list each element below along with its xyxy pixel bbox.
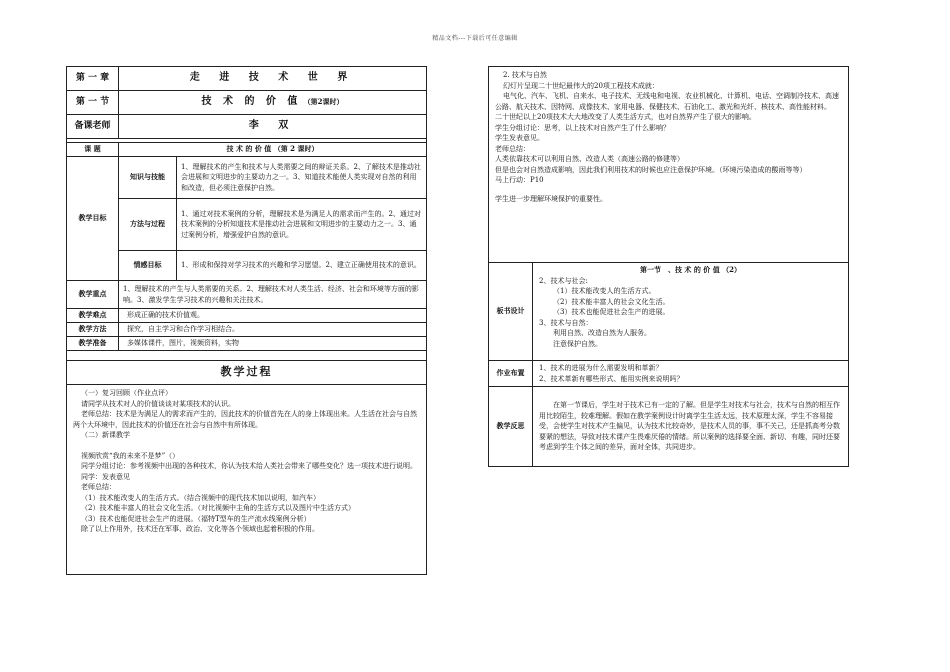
nature-line: 二十世纪以上20项技术大大地改变了人类生活方式，也对自然界产生了很大的影响。 xyxy=(495,113,756,121)
homework-line: 1、技术的进展为什么需要发明和革新？ xyxy=(539,364,663,372)
homework-content xyxy=(533,361,849,387)
teacher-name: 李 双 xyxy=(119,115,427,139)
process-line: （一）复习回顾（作业点评） xyxy=(81,389,172,397)
process-line: （3）技术也能促进社会生产的进展。（福特T型车的生产流水线案例分析） xyxy=(81,514,311,523)
board-line: （3）技术也能促进社会生产的进展。 xyxy=(553,308,670,316)
board-line: 利用自然、改造自然为人服务。 xyxy=(553,329,651,337)
board-content xyxy=(533,263,849,361)
method-label: 教学方法 xyxy=(67,323,119,337)
chapter-label: 第 一 章 xyxy=(67,67,119,91)
difficulty-label: 教学难点 xyxy=(67,309,119,323)
goal-text-method: 1、通过对技术案例的分析，理解技术是为满足人的需求而产生的。2、通过对技术案例的分析知道技术是推动社会进展和文明进步的主要动力之一。3、通过案例分析，增强爱护自然的意识。 xyxy=(177,199,427,251)
goal-label-method: 方法与过程 xyxy=(119,199,177,251)
nature-line: 但是也会对自然造成影响，因此我们利用技术的时候也应注意保护环境。（环境污染造成的酸雨等等） xyxy=(495,165,807,174)
process-line: （1）技术能改变人的生活方式。（结合视频中的现代技术加以说明，如汽车） xyxy=(81,493,320,502)
nature-line: 马上行动：P10 xyxy=(495,176,544,184)
board-line: 3、技术与自然： xyxy=(539,318,593,327)
process-line: （2）技术能丰富人的社会文化生活。（对比视频中主角的生活方式以及图片中生活方式） xyxy=(81,504,355,512)
goal-text-emotion: 1、形成和保持对学习技术的兴趣和学习愿望。2、建立正确使用技术的意识。 xyxy=(177,251,427,281)
nature-line: 幻灯片呈现二十世纪最伟大的20项工程技术成就： xyxy=(503,81,659,90)
reflection-text: 在第一节课后，学生对于技术已有一定的了解。但是学生对技术与社会，技术与自然的相互作用比较陌生，较难理解。假如在教学案例设计时离学生生活太远，技术原理太深，学生不容易接受，会使学生对技术产生偏见，认为技术比较奇妙，是技术人员的事，事不关己，还是抓高考分数要紧的想法，导致对技术课产生畏难厌倦的情绪。所以案例的选择要全面、新切、有趣，同时还要考虑到学生个体之间的差异，面对全体，共同进步。 xyxy=(533,387,849,467)
goals-label: 教学目标 xyxy=(67,157,119,281)
process-body xyxy=(67,385,427,575)
goal-label-knowledge: 知识与技能 xyxy=(119,157,177,199)
topic-value: 技 术 的 价 值 （第 2 课时） xyxy=(119,143,427,157)
process-title: 教学过程 xyxy=(67,361,427,385)
section-title: 技 术 的 价 值 xyxy=(201,96,302,108)
nature-line: 2. 技术与自然 xyxy=(503,71,547,79)
prep-label: 教学准备 xyxy=(67,337,119,351)
board-line: 注意保护自然。 xyxy=(553,339,602,348)
board-line: （2）技术能丰富人的社会文化生活。 xyxy=(553,297,670,306)
homework-line: 2、技术革新有哪些形式、能用实例来说明吗？ xyxy=(539,374,684,383)
key-text: 1、理解技术的产生与人类需要的关系。2、理解技术对人类生活、经济、社会和环境等方面的影响。3、激发学生学习技术的兴趣和关注技术。 xyxy=(119,281,427,309)
board-line: （1）技术能改变人的生活方式。 xyxy=(553,287,656,295)
process-line xyxy=(73,441,420,451)
method-text: 探究，自主学习和合作学习相结合。 xyxy=(119,323,427,337)
header-note: 精品文档---下载后可任意编辑 xyxy=(432,35,518,42)
nature-section xyxy=(489,67,849,263)
section-title-cell xyxy=(119,91,427,115)
nature-line: 电气化、汽车、飞机、自来水、电子技术、无线电和电视、农业机械化、计算机、电话、空调制冷技术、高速公路、航天技术、因特网、成像技术、家用电器、保健技术、石油化工、激光和光纤、核技术、高性能材料。 xyxy=(495,92,839,111)
chapter-title: 走 进 技 术 世 界 xyxy=(119,67,427,91)
topic-label: 课 题 xyxy=(67,143,119,157)
process-line: 老师总结： xyxy=(81,483,116,491)
process-line: 同学分组讨论：参考视频中出现的各种技术，你认为技术给人类社会带来了哪些变化？选一项技术进行说明。 xyxy=(81,462,417,470)
difficulty-text: 形成正确的技术价值观。 xyxy=(119,309,427,323)
process-line: 请同学从技术对人的价值谈谈对某项技术的认识。 xyxy=(81,399,235,408)
nature-line: 学生分组讨论：思考，以上技术对自然产生了什么影响？ xyxy=(495,123,670,132)
section-note: （第2课时） xyxy=(303,97,344,107)
nature-line xyxy=(495,186,842,194)
reflection-label: 教学反思 xyxy=(489,387,533,467)
nature-line: 学生发表意见。 xyxy=(495,134,544,142)
homework-label: 作业布置 xyxy=(489,361,533,387)
process-line: 同学：发表意见 xyxy=(81,472,130,481)
teacher-label: 备课老师 xyxy=(67,115,119,139)
left-lesson-table xyxy=(66,66,427,575)
process-line: 视频欣赏“我的未来不是梦”（） xyxy=(81,451,180,460)
process-line: 老师总结：技术是为满足人的需求而产生的，因此技术的价值首先在人的身上体现出来。人生活在社会与自然两个大环境中，因此技术的价值还在社会与自然中有所体现。 xyxy=(73,410,417,429)
board-title: 第一节 、技 术 的 价 值 （2） xyxy=(639,265,742,274)
goal-text-knowledge: 1、理解技术的产生和技术与人类需要之间的辩证关系。2、了解技术是推动社会进展和文明进步的主要动力之一。3、知道技术能使人类实现对自然的利用和改造，但必须注意保护自然。 xyxy=(177,157,427,199)
goal-label-emotion: 情感目标 xyxy=(119,251,177,281)
nature-line: 老师总结： xyxy=(495,144,530,153)
nature-line: 学生进一步理解环境保护的重要性。 xyxy=(495,194,607,203)
board-line: 2、技术与社会: xyxy=(539,276,588,285)
key-label: 教学重点 xyxy=(67,281,119,309)
board-label: 板书设计 xyxy=(489,263,533,361)
prep-text: 多媒体课件，图片，视频资料，实物 xyxy=(119,337,427,351)
process-line: （二）新课教学 xyxy=(81,431,130,439)
right-lesson-table xyxy=(488,66,849,467)
section-label: 第 一 节 xyxy=(67,91,119,115)
nature-line: 人类依靠技术可以利用自然、改造人类（高速公路的修建等） xyxy=(495,155,684,163)
process-line: 除了以上作用外，技术还在军事、政治、文化等各个领域也起着积极的作用。 xyxy=(81,525,319,533)
